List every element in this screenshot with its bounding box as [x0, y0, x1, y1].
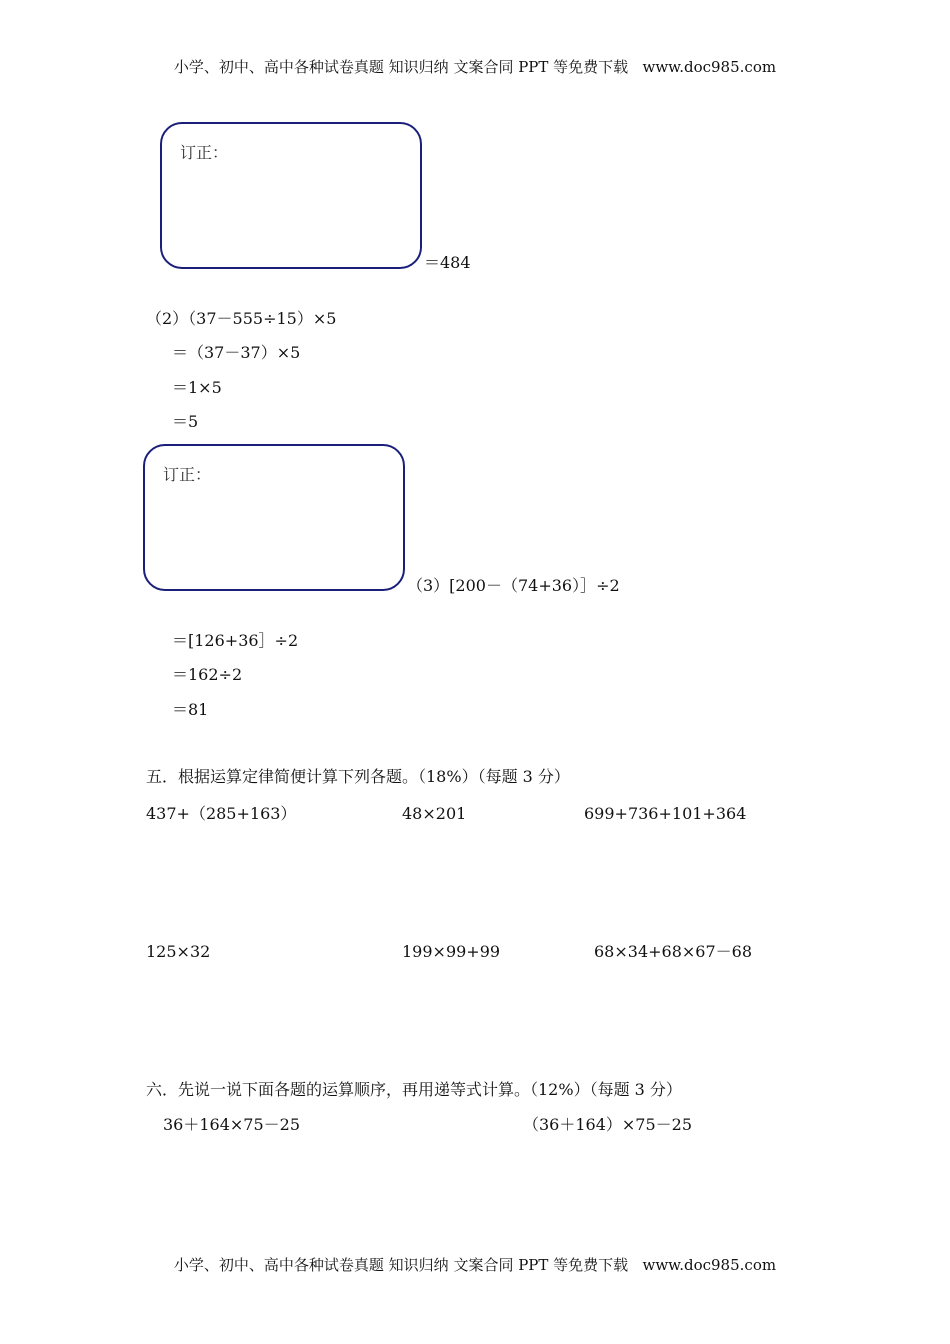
problem-2-step: ＝5 [172, 412, 199, 431]
problem-2-question: （2）（37－555÷15）×5 [146, 309, 337, 328]
section-5-problem: 437+（285+163） [146, 804, 297, 823]
section-5-problem: 48×201 [402, 804, 467, 823]
problem-3-step: ＝[126+36］÷2 [172, 631, 299, 650]
problem-1-result: ＝484 [424, 253, 471, 272]
section-6-title: 六．先说一说下面各题的运算顺序，再用递等式计算。（12%）（每题 3 分） [146, 1080, 682, 1099]
page-header: 小学、初中、高中各种试卷真题 知识归纳 文案合同 PPT 等免费下载 www.doc985.com [173, 58, 777, 76]
correction-label: 订正： [163, 465, 212, 484]
problem-3-question: （3）[200－（74+36）］÷2 [407, 576, 620, 595]
problem-2-step: ＝1×5 [172, 378, 222, 397]
section-6-problem: （36＋164）×75－25 [523, 1115, 693, 1134]
correction-label: 订正： [180, 143, 229, 162]
problem-2-step: ＝（37－37）×5 [172, 343, 301, 362]
section-6-problem: 36＋164×75－25 [163, 1115, 301, 1134]
correction-box-1[interactable] [160, 122, 422, 269]
problem-3-step: ＝162÷2 [172, 665, 243, 684]
page-footer: 小学、初中、高中各种试卷真题 知识归纳 文案合同 PPT 等免费下载 www.doc985.com [173, 1256, 777, 1274]
section-5-problem: 699+736+101+364 [584, 804, 747, 823]
section-5-problem: 68×34+68×67－68 [594, 942, 753, 961]
correction-box-2[interactable] [143, 444, 405, 591]
section-5-problem: 125×32 [146, 942, 211, 961]
problem-3-step: ＝81 [172, 700, 209, 719]
section-5-problem: 199×99+99 [402, 942, 501, 961]
section-5-title: 五．根据运算定律简便计算下列各题。（18%）（每题 3 分） [146, 767, 570, 786]
